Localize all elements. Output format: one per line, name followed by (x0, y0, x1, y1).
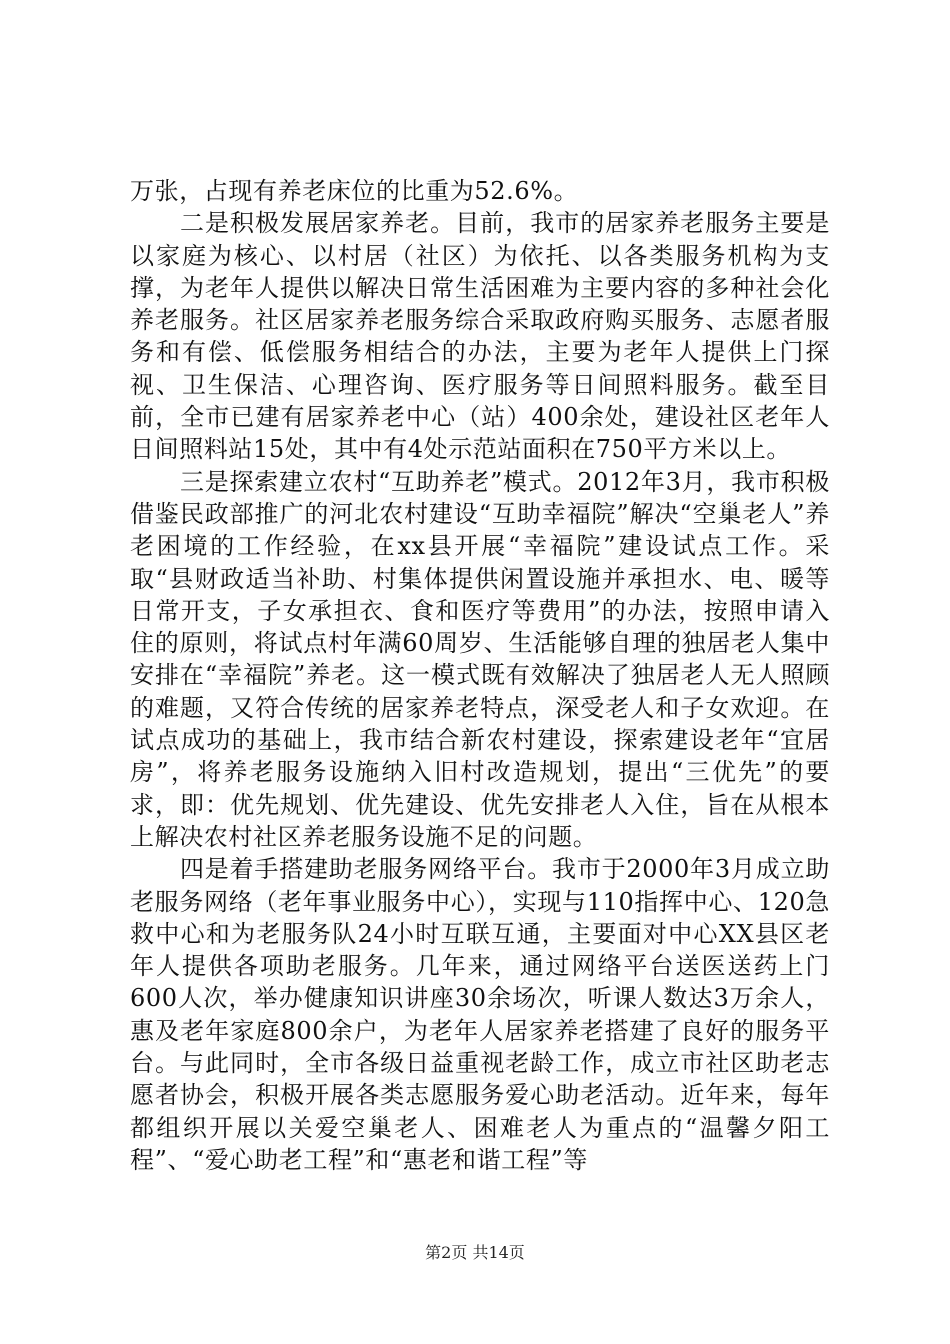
paragraph-service-network: 四是着手搭建助老服务网络平台。我市于2000年3月成立助老服务网络（老年事业服务中心），实现与110指挥中心、120急救中心和为老服务队24小时互联互通，主要面对中心XX县区老年人提供各项助老服务。几年来，通过网络平台送医送药上门600人次，举办健康知识讲座30余场次，听课人数达3万余人，惠及老年家庭800余户，为老年人居家养老搭建了良好的服务平台。与此同时，全市各级日益重视老龄工作，成立市社区助老志愿者协会，积极开展各类志愿服务爱心助老活动。近年来，每年都组织开展以关爱空巢老人、困难老人为重点的“温馨夕阳工程”、“爱心助老工程”和“惠老和谐工程”等 (130, 855, 830, 1174)
paragraph-rural-mutual-aid: 三是探索建立农村“互助养老”模式。2012年3月，我市积极借鉴民政部推广的河北农村建设“互助幸福院”解决“空巢老人”养老困境的工作经验，在xx县开展“幸福院”建设试点工作。采取“县财政适当补助、村集体提供闲置设施并承担水、电、暖等日常开支，子女承担衣、食和医疗等费用”的办法，按照申请入住的原则，将试点村年满60周岁、生活能够自理的独居老人集中安排在“幸福院”养老。这一模式既有效解决了独居老人无人照顾的难题，又符合传统的居家养老特点，深受老人和子女欢迎。在试点成功的基础上，我市结合新农村建设，探索建设老年“宜居房”，将养老服务设施纳入旧村改造规划，提出“三优先”的要求，即：优先规划、优先建设、优先安排老人入住，旨在从根本上解决农村社区养老服务设施不足的问题。 (130, 467, 830, 851)
body-text (130, 175, 830, 1176)
paragraph-continuation: 万张，占现有养老床位的比重为52.6%。 (130, 177, 579, 205)
paragraph-home-care: 二是积极发展居家养老。目前，我市的居家养老服务主要是以家庭为核心、以村居（社区）为依托、以各类服务机构为支撑，为老年人提供以解决日常生活困难为主要内容的多种社会化养老服务。社区居家养老服务综合采取政府购买服务、志愿者服务和有偿、低偿服务相结合的办法，主要为老年人提供上门探视、卫生保洁、心理咨询、医疗服务等日间照料服务。截至目前，全市已建有居家养老中心（站）400余处，建设社区老年人日间照料站15处，其中有4处示范站面积在750平方米以上。 (130, 209, 830, 464)
page-number-footer: 第2页 共14页 (425, 1243, 525, 1262)
